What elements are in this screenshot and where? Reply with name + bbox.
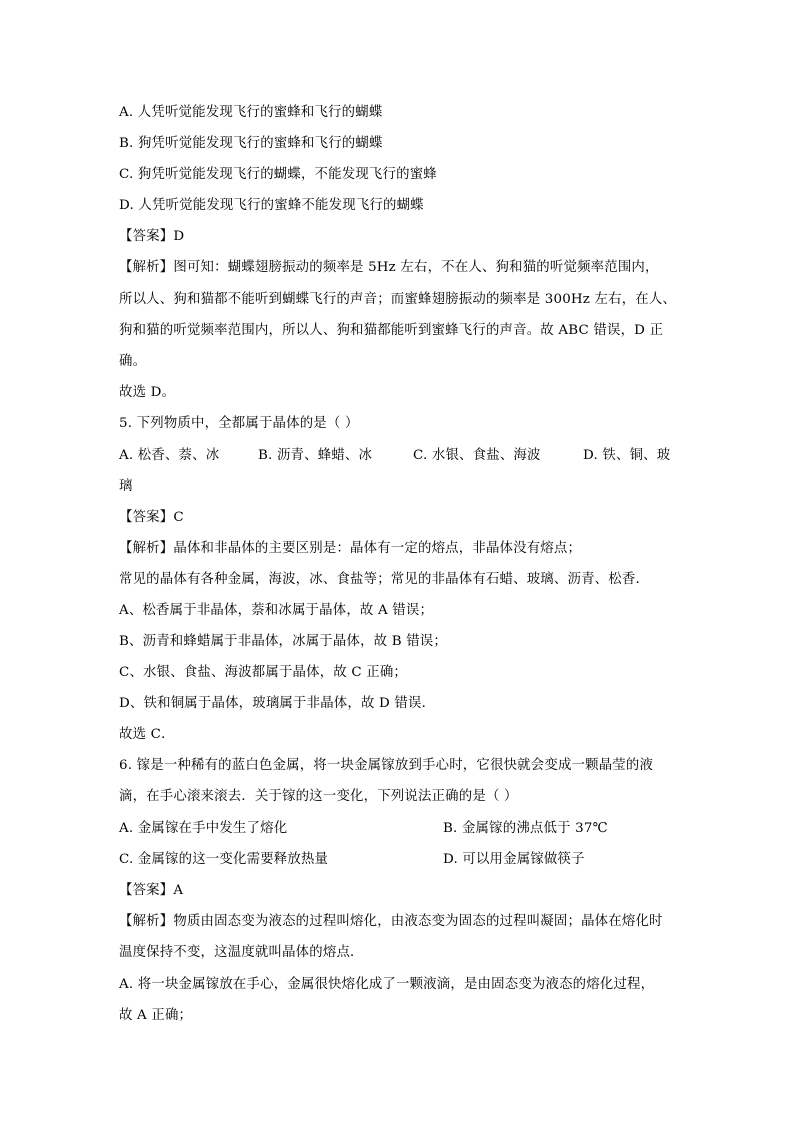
q6-option-c: C. 金属镓的这一变化需要释放热量 — [119, 852, 329, 867]
q5-answer: 【答案】C — [119, 510, 184, 525]
q6-option-a: A. 金属镓在手中发生了熔化 — [119, 821, 288, 836]
q6-analysis-line-2: 温度保持不变，这温度就叫晶体的熔点． — [119, 945, 364, 960]
q5-option-d-wrap: 璃 — [119, 479, 133, 494]
q4-option-a: A. 人凭听觉能发现飞行的蜜蜂和飞行的蝴蝶 — [119, 105, 383, 120]
q6-answer: 【答案】A — [119, 883, 184, 898]
q5-stem: 5. 下列物质中，全都属于晶体的是（ ） — [119, 416, 359, 431]
q4-analysis-line-4: 确。 — [119, 354, 147, 369]
q6-analysis-line-1: 【解析】物质由固态变为液态的过程叫熔化，由液态变为固态的过程叫凝固；晶体在熔化时 — [119, 914, 663, 929]
q4-analysis-line-1: 【解析】图可知：蝴蝶翅膀振动的频率是 5Hz 左右，不在人、狗和猫的听觉频率范围内， — [119, 260, 659, 275]
q6-analysis-option-a-wrap: 故 A 正确； — [119, 1008, 193, 1023]
q4-analysis-line-2: 所以人、狗和猫都不能听到蝴蝶飞行的声音；而蜜蜂翅膀振动的频率是 300Hz 左右，在人、 — [119, 292, 677, 307]
q5-analysis-option-b: B、沥青和蜂蜡属于非晶体，冰属于晶体，故 B 错误； — [119, 634, 447, 649]
q5-option-b: B. 沥青、蜂蜡、冰 — [258, 448, 373, 463]
q4-option-d: D. 人凭听觉能发现飞行的蜜蜂不能发现飞行的蝴蝶 — [119, 198, 424, 213]
q5-option-c: C. 水银、食盐、海波 — [413, 448, 541, 463]
q6-option-b: B. 金属镓的沸点低于 37℃ — [443, 821, 608, 836]
q5-analysis-option-c: C、水银、食盐、海波都属于晶体，故 C 正确； — [119, 665, 408, 680]
q4-analysis-line-3: 狗和猫的听觉频率范围内，所以人、狗和猫都能听到蜜蜂飞行的声音。故 ABC 错误，D 正 — [119, 323, 664, 338]
q5-option-a: A. 松香、萘、冰 — [119, 448, 220, 463]
q6-analysis-option-a: A. 将一块金属镓放在手心，金属很快熔化成了一颗液滴，是由固态变为液态的熔化过程， — [119, 977, 655, 992]
q5-option-d: D. 铁、铜、玻 — [583, 448, 671, 463]
q6-option-d: D. 可以用金属镓做筷子 — [443, 852, 585, 867]
q4-answer: 【答案】D — [119, 229, 185, 244]
q5-analysis-line-2: 常见的晶体有各种金属，海波，冰、食盐等；常见的非晶体有石蜡、玻璃、沥青、松香． — [119, 572, 650, 587]
q5-analysis-option-d: D、铁和铜属于晶体，玻璃属于非晶体，故 D 错误． — [119, 696, 436, 711]
q6-stem-line-1: 6. 镓是一种稀有的蓝白色金属，将一块金属镓放到手心时，它很快就会变成一颗晶莹的液 — [119, 758, 654, 773]
q4-option-b: B. 狗凭听觉能发现飞行的蜜蜂和飞行的蝴蝶 — [119, 136, 383, 151]
q5-analysis-option-a: A、松香属于非晶体，萘和冰属于晶体，故 A 错误； — [119, 603, 434, 618]
q4-option-c: C. 狗凭听觉能发现飞行的蝴蝶，不能发现飞行的蜜蜂 — [119, 167, 437, 182]
q5-analysis-line-1: 【解析】晶体和非晶体的主要区别是：晶体有一定的熔点，非晶体没有熔点； — [119, 541, 582, 556]
q4-conclusion: 故选 D。 — [119, 385, 176, 400]
q5-conclusion: 故选 C． — [119, 727, 175, 742]
q6-stem-line-2: 滴，在手心滚来滚去．关于镓的这一变化，下列说法正确的是（ ） — [119, 789, 518, 804]
